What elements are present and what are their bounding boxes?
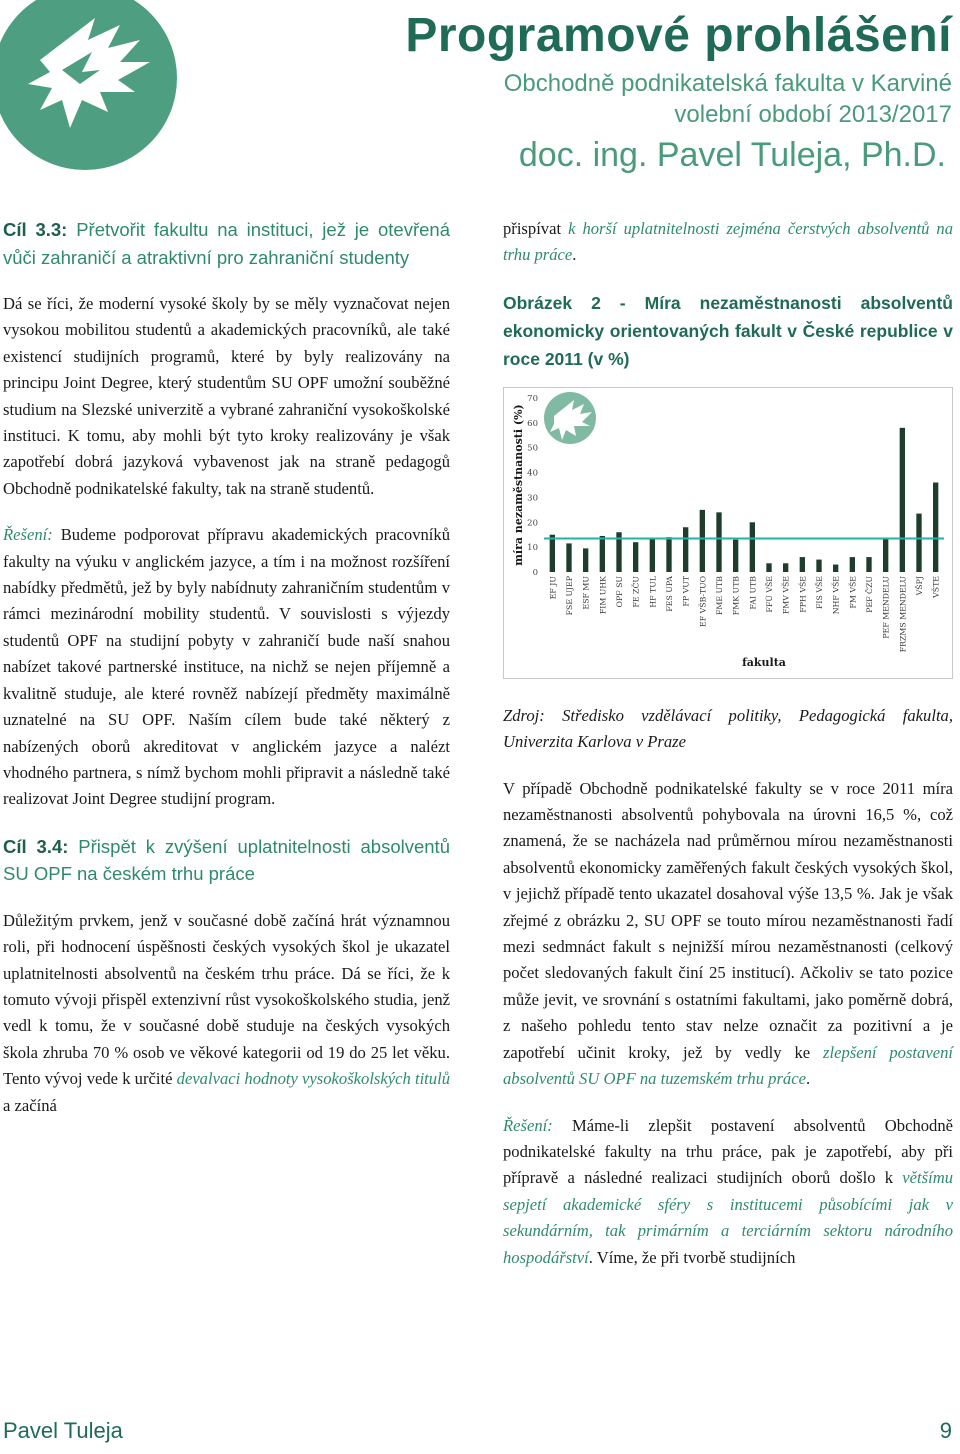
x-tick-label: HF TUL xyxy=(648,575,658,608)
header-term: volební období 2013/2017 xyxy=(674,101,952,128)
x-tick-label: EF VŠB-TUO xyxy=(698,575,708,627)
paragraph-joint-degree: Dá se říci, že moderní vysoké školy by se měly vyznačovat nejen vysokou mobilitou studentů a akademických pracovníků, ale také existencí studijních programů, které by byly realizovány na principu Joint Degree, který studentům SU OPF umožní souběžné studium na Slezské univerzitě a vybrané zahraniční vysokoškolské instituci. K tomu, aby mohli být tyto kroky realizovány je však zapotřebí dobrá jazyková vybavenost jak na straně pedagogů Obchodně podnikatelské fakulty, tak na straně studentů. xyxy=(3,294,450,498)
faculty-logo xyxy=(0,0,185,170)
bar xyxy=(850,557,855,572)
x-tick-label: FE ZČU xyxy=(631,575,641,608)
bar xyxy=(566,543,571,572)
solution-highlight-2: většímu sepjetí akademické sféry s institucemi působícími jak v sekundárním, tak primárním a terciárním sektoru národního hospodářství xyxy=(503,1168,953,1267)
solution-label-2: Řešení: xyxy=(503,1115,553,1135)
paragraph-solution-3-3 xyxy=(3,522,450,812)
x-tick-label: FSE UJEP xyxy=(565,575,574,616)
figure-source: Zdroj: Středisko vzdělávací politiky, Pedagogická fakulta, Univerzita Karlova v Praze xyxy=(503,705,953,752)
opf-rate-text: V případě Obchodně podnikatelské fakulty se v roce 2011 míra nezaměstnanosti absolventů pohybovala na úrovni 16,5 %, což znamená, že se nacházela nad průměrnou mírou nezaměstnanosti absolventů ekonomicky zaměřených fakult českých vysokých škol, v jejichž případě tento ukazatel dosahoval výše 13,5 %. Jak je však zřejmé z obrázku 2, SU OPF se touto mírou nezaměstnanosti řadí mezi sedmnáct fakult s nejnižší mírou nezaměstnanosti (celkový počet sledovaných fakult činí 25 institucí). Ačkoliv se tato pozice může jevit, ve srovnání s ostatními fakultami, jako poměrně dobrá, z našeho pohledu tento stav nelze označit za pozitivní a je zapotřebí učinit kroky, jež by vedly ke xyxy=(503,778,953,1062)
x-tick-label: FME UTB xyxy=(715,575,724,615)
bar xyxy=(833,564,838,571)
x-tick-label: FFÚ VŠE xyxy=(765,575,774,613)
continuation-highlight: k horší uplatnitelnosti zejména čerstvých absolventů na trhu práce xyxy=(503,219,953,265)
x-tick-label: EF JU xyxy=(548,575,558,600)
employability-end: a začíná xyxy=(3,1095,57,1115)
header-title: Programové prohlášení xyxy=(405,9,952,62)
x-tick-label: FP VUT xyxy=(681,575,691,607)
bar xyxy=(716,512,721,572)
x-tick-label: PEF MENDELU xyxy=(881,575,891,639)
chart-watermark-logo xyxy=(544,392,596,444)
y-tick-label: 60 xyxy=(527,418,538,429)
y-tick-label: 40 xyxy=(527,468,538,479)
paragraph-employability xyxy=(3,908,450,1119)
footer-author: Pavel Tuleja xyxy=(3,1418,123,1443)
right-column xyxy=(503,216,953,1271)
bar xyxy=(883,538,888,572)
bar xyxy=(583,548,588,572)
paragraph-solution-3-4 xyxy=(503,1113,953,1271)
y-tick-label: 20 xyxy=(527,518,538,529)
solution-end-2: . Víme, že při tvorbě studijních xyxy=(588,1247,796,1267)
x-tick-label: ESF MU xyxy=(581,575,591,610)
bar xyxy=(800,557,805,572)
bar xyxy=(600,536,605,572)
bar xyxy=(766,563,771,572)
x-tick-label: FIM UHK xyxy=(598,575,608,614)
paragraph-continuation xyxy=(503,216,953,269)
figure-caption: Obrázek 2 - Míra nezaměstnanosti absolventů ekonomicky orientovaných fakult v České republice v roce 2011 (v %) xyxy=(503,292,953,369)
y-tick-label: 0 xyxy=(532,567,538,578)
bar xyxy=(816,559,821,571)
bar xyxy=(550,535,555,572)
x-tick-label: FMK UTB xyxy=(731,575,741,616)
solution-label: Řešení: xyxy=(3,525,53,545)
y-axis-label: míra nezaměstnanosti (%) xyxy=(512,404,525,566)
bar xyxy=(916,513,921,571)
x-tick-label: OPF SU xyxy=(615,575,624,608)
y-tick-label: 50 xyxy=(527,443,538,454)
bar xyxy=(650,538,655,572)
x-tick-label: NHF VŠE xyxy=(831,575,841,614)
left-column xyxy=(3,216,450,1119)
chart-svg xyxy=(504,388,952,678)
x-tick-label: VŠTE xyxy=(931,575,941,598)
bar xyxy=(900,428,905,572)
continuation-start: přispívat xyxy=(503,219,569,238)
x-tick-label: FIS VŠE xyxy=(815,575,824,609)
continuation-end: . xyxy=(572,245,577,265)
goal-3-4-text: Přispět k zvýšení uplatnitelnosti absolventů SU OPF na českém trhu práce xyxy=(3,835,450,885)
employability-highlight: devalvaci hodnoty vysokoškolských titulů xyxy=(176,1069,450,1089)
x-axis-label: fakulta xyxy=(742,655,786,669)
x-tick-label: PEF ČZU xyxy=(865,575,874,613)
x-tick-label: VŠPJ xyxy=(915,575,924,596)
bar xyxy=(733,539,738,571)
solution-text-2: Máme-li zlepšit postavení absolventů Obchodně podnikatelské fakulty na trhu práce, pak je zapotřebí, aby při přípravě a následné realizaci studijních oborů došlo k xyxy=(503,1115,953,1188)
bar xyxy=(683,527,688,572)
bar xyxy=(933,482,938,571)
bar xyxy=(666,537,671,572)
goal-3-4-prefix: Cíl 3.4: xyxy=(3,835,69,857)
x-tick-label: FMV VŠE xyxy=(781,575,791,614)
page-number: 9 xyxy=(939,1418,952,1443)
bar xyxy=(700,510,705,572)
x-tick-label: FAI UTB xyxy=(748,575,758,610)
goal-3-3-prefix: Cíl 3.3: xyxy=(3,219,68,240)
unemployment-chart xyxy=(503,387,953,679)
goal-3-3-text: Přetvořit fakultu na instituci, jež je otevřená vůči zahraničí a atraktivní pro zahraniční studenty xyxy=(3,219,450,268)
bar xyxy=(633,542,638,572)
bar xyxy=(783,563,788,572)
y-tick-label: 10 xyxy=(527,542,538,553)
goal-3-4-heading xyxy=(3,833,450,888)
x-tick-label: FES UPA xyxy=(665,575,674,612)
paragraph-opf-rate xyxy=(503,776,953,1093)
x-tick-label: FRZMS MENDELU xyxy=(898,575,908,653)
solution-text: Budeme podporovat přípravu akademických pracovníků fakulty na výuku v anglickém jazyce, a tím i na možnost rozšíření nabídky předmětů, jež by byly nabídnuty zahraničním studentům v rámci mezinárodní mobility studentů. V souvislosti s výjezdy studentů OPF na studijní pobyty v zahraničí bude naší snahou nabízet takové partnerské instituce, na nichž se nejen příjemně a kvalitně studuje, ale které rovněž nabízejí předměty maximálně uznatelné na SU OPF. Naším cílem bude také některý z nabízených oborů akreditovat v anglickém jazyce a nalézt vhodného partnera, s nímž bychom mohli připravit a následně také realizovat Joint Degree studijní program. xyxy=(3,525,450,809)
x-tick-label: FM VŠE xyxy=(848,575,858,609)
header-author: doc. ing. Pavel Tuleja, Ph.D. xyxy=(518,136,946,174)
y-tick-label: 30 xyxy=(527,493,538,504)
bar xyxy=(750,522,755,572)
header-faculty: Obchodně podnikatelská fakulta v Karviné xyxy=(503,70,952,97)
opf-rate-highlight: zlepšení postavení absolventů SU OPF na tuzemském trhu práce xyxy=(503,1042,953,1089)
opf-rate-end: . xyxy=(805,1069,811,1089)
goal-3-3-heading xyxy=(3,216,450,271)
bar xyxy=(866,557,871,572)
employability-text: Důležitým prvkem, jenž v současné době začíná hrát významnou roli, při hodnocení úspěšnosti českých vysokých škol je ukazatel uplatnitelnosti absolventů na českém trhu práce. Dá se říci, že k tomuto vývoji přispěl extenzivní růst vysokoškolského studia, jenž vedl k tomu, že v současné době studuje na českých vysokých škola zhruba 70 % osob ve věkové kategorii od 19 do 25 let věku. Tento vývoj vede k určité xyxy=(3,910,450,1089)
x-tick-label: FPH VŠE xyxy=(798,575,808,613)
y-tick-label: 70 xyxy=(527,393,538,404)
